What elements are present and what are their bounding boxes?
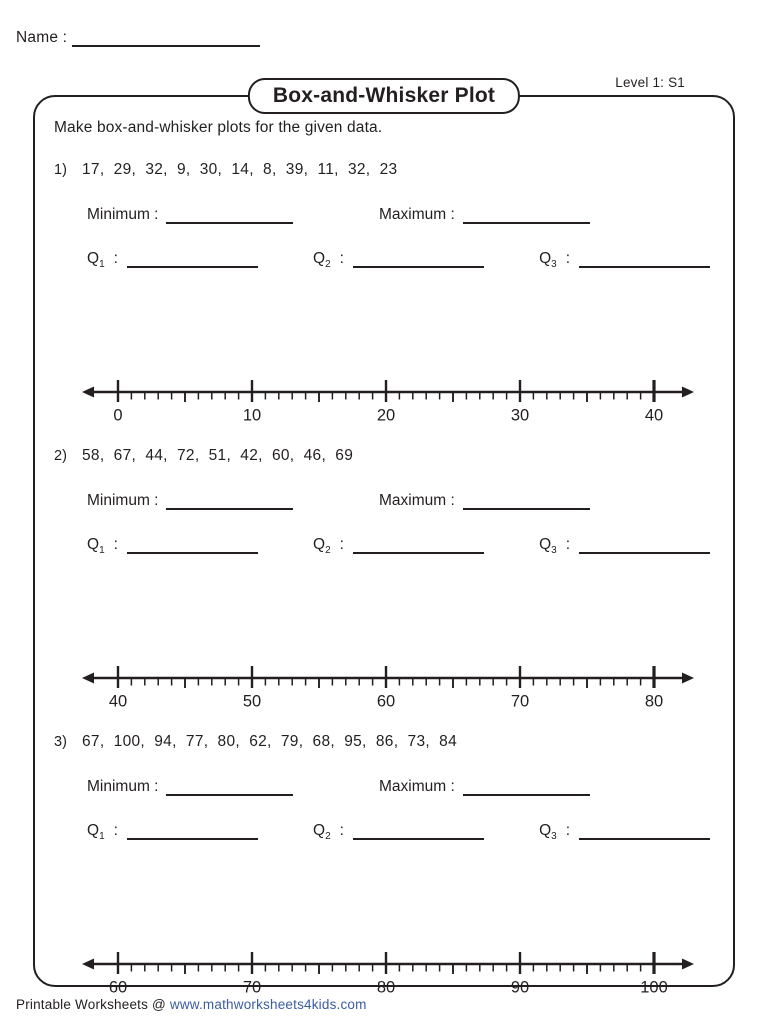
q1-field [87, 535, 258, 561]
data-set-values: 17, 29, 32, 9, 30, 14, 8, 39, 11, 32, 23 [82, 161, 398, 178]
maximum-blank-line[interactable] [463, 496, 590, 510]
minimum-blank-line[interactable] [166, 496, 293, 510]
worksheet-title: Box-and-Whisker Plot [248, 78, 520, 114]
svg-text:30: 30 [510, 406, 530, 424]
svg-text:80: 80 [376, 978, 396, 996]
maximum-field [379, 778, 590, 796]
number-line-3 [82, 949, 694, 995]
footer-link[interactable]: www.mathworksheets4kids.com [169, 997, 367, 1012]
q3-blank-line[interactable] [579, 540, 710, 554]
instruction-text: Make box-and-whisker plots for the given data. [54, 119, 383, 136]
maximum-label: Maximum : [379, 492, 455, 510]
minimum-label: Minimum : [87, 206, 159, 223]
q1-blank-line[interactable] [127, 826, 258, 840]
svg-text:90: 90 [510, 978, 530, 996]
svg-text:0: 0 [113, 406, 123, 424]
minimum-field [87, 778, 379, 796]
name-row [16, 29, 260, 47]
q3-blank-line[interactable] [579, 254, 710, 268]
footer [16, 997, 367, 1012]
quartile-row [87, 535, 710, 561]
svg-text:80: 80 [644, 692, 664, 710]
svg-text:40: 40 [644, 406, 664, 424]
q3-blank-line[interactable] [579, 826, 710, 840]
problem-number: 2) [54, 448, 67, 465]
maximum-label: Maximum : [379, 206, 455, 223]
data-row [54, 733, 714, 751]
q1-label: $Q_1$ : [87, 536, 118, 557]
q2-field [313, 249, 484, 275]
problem-2 [54, 447, 714, 709]
q2-blank-line[interactable] [353, 254, 484, 268]
minimum-blank-line[interactable] [166, 210, 293, 224]
q2-label: $Q_2$ : [313, 250, 344, 271]
svg-text:60: 60 [376, 692, 396, 710]
q2-field [313, 535, 484, 561]
svg-text:20: 20 [376, 406, 396, 424]
data-set-values: 58, 67, 44, 72, 51, 42, 60, 46, 69 [82, 447, 354, 465]
q2-label: $Q_2$ : [313, 822, 344, 843]
quartile-row [87, 249, 710, 275]
q1-label: $Q_1$ : [87, 822, 118, 843]
number-line-1 [82, 377, 694, 423]
maximum-field [379, 206, 590, 224]
q3-label: $Q_3$ : [539, 536, 570, 557]
minimum-label: Minimum : [87, 492, 159, 510]
number-line-2 [82, 663, 694, 709]
minimum-blank-line[interactable] [166, 782, 293, 796]
q2-blank-line[interactable] [353, 826, 484, 840]
q1-label: $Q_1$ : [87, 250, 118, 271]
q1-blank-line[interactable] [127, 254, 258, 268]
q1-field [87, 249, 258, 275]
svg-text:100: 100 [640, 978, 668, 996]
q2-blank-line[interactable] [353, 540, 484, 554]
q3-field [539, 821, 710, 847]
name-blank-line[interactable] [72, 33, 260, 47]
name-label: Name : [16, 29, 68, 46]
data-set-values: 67, 100, 94, 77, 80, 62, 79, 68, 95, 86, 73, 84 [82, 733, 458, 751]
footer-text: Printable Worksheets @ [16, 997, 170, 1012]
q1-blank-line[interactable] [127, 540, 258, 554]
q2-label: $Q_2$ : [313, 536, 344, 557]
minmax-row [87, 778, 714, 796]
q3-label: $Q_3$ : [539, 250, 570, 271]
worksheet-content [35, 97, 733, 995]
problem-number: 1) [54, 162, 67, 178]
data-row [54, 161, 714, 179]
svg-text:50: 50 [242, 692, 262, 710]
minmax-row [87, 492, 714, 510]
data-row [54, 447, 714, 465]
q2-field [313, 821, 484, 847]
minmax-row [87, 206, 714, 224]
level-badge: Level 1: S1 [615, 75, 685, 90]
svg-text:70: 70 [510, 692, 530, 710]
q3-label: $Q_3$ : [539, 822, 570, 843]
q3-field [539, 535, 710, 561]
svg-text:60: 60 [108, 978, 128, 996]
svg-text:40: 40 [108, 692, 128, 710]
problem-3 [54, 733, 714, 995]
minimum-field [87, 492, 379, 510]
svg-text:10: 10 [242, 406, 262, 424]
maximum-label: Maximum : [379, 778, 455, 796]
minimum-field [87, 206, 379, 224]
problem-number: 3) [54, 734, 67, 751]
minimum-label: Minimum : [87, 778, 159, 796]
maximum-field [379, 492, 590, 510]
problem-1 [54, 161, 714, 423]
worksheet-container [33, 75, 735, 996]
q3-field [539, 249, 710, 275]
maximum-blank-line[interactable] [463, 210, 590, 224]
quartile-row [87, 821, 710, 847]
q1-field [87, 821, 258, 847]
svg-text:70: 70 [242, 978, 262, 996]
maximum-blank-line[interactable] [463, 782, 590, 796]
